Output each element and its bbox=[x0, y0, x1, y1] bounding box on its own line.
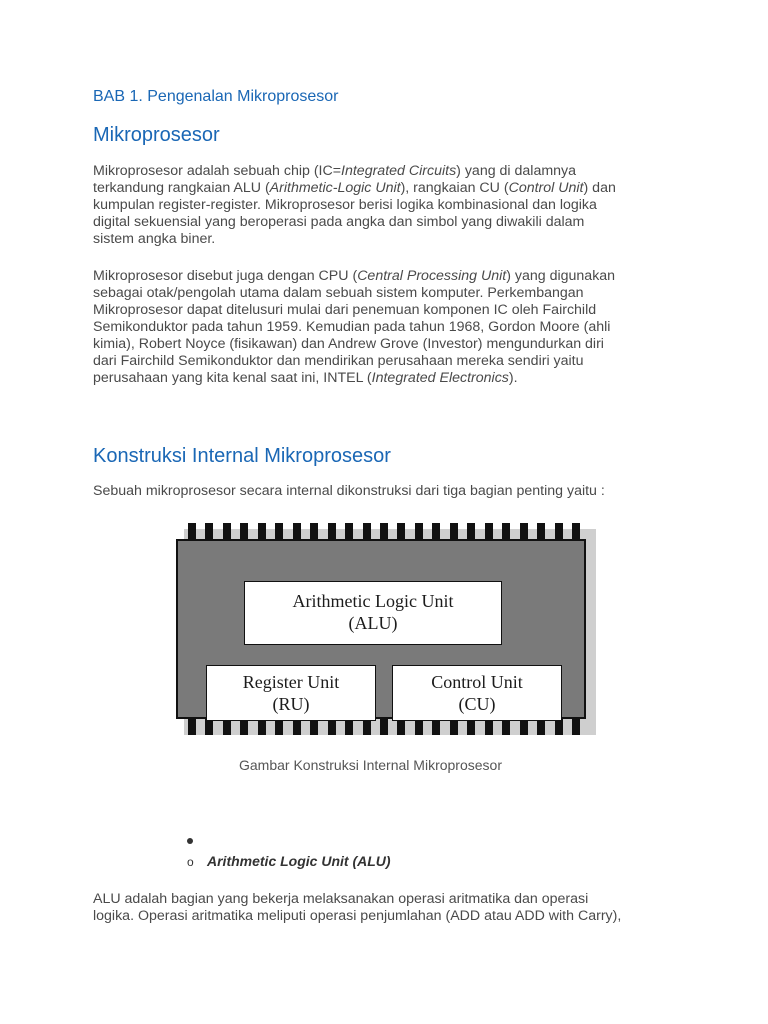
history-line bbox=[93, 336, 683, 353]
ru-label: Register Unit bbox=[242, 672, 340, 692]
ru-abbrev: (RU) bbox=[272, 694, 310, 714]
list-item-label: Arithmetic Logic Unit (ALU) bbox=[207, 853, 391, 869]
chapter-title: BAB 1. Pengenalan Mikroprosesor bbox=[93, 88, 339, 105]
text-run: ) dan bbox=[583, 180, 616, 196]
alu-label: Arithmetic Logic Unit bbox=[292, 591, 454, 611]
alu-abbrev: (ALU) bbox=[348, 613, 398, 633]
text-run: ). bbox=[508, 370, 518, 386]
text-run: kimia), Robert Noyce (fisikawan) dan Andrew Grove (Investor) mengundurkan diri bbox=[93, 336, 604, 352]
paragraph-intro: Sebuah mikroprosesor secara internal dikonstruksi dari tiga bagian penting yaitu : bbox=[93, 483, 605, 499]
text-run: ) yang digunakan bbox=[506, 268, 616, 284]
history-line bbox=[93, 319, 683, 336]
text-run: ) yang di dalamnya bbox=[456, 163, 577, 179]
italic-term: Arithmetic-Logic Unit bbox=[269, 180, 401, 196]
italic-term: Integrated Circuits bbox=[341, 163, 457, 179]
alu-box bbox=[244, 581, 502, 645]
text-run: dari Fairchild Semikonduktor dan mendirikan perusahaan mereka sendiri yaitu bbox=[93, 353, 584, 369]
italic-term: Integrated Electronics bbox=[371, 370, 509, 386]
history-line bbox=[93, 285, 683, 302]
alu-paragraph-line: ALU adalah bagian yang bekerja melaksanakan operasi aritmatika dan operasi bbox=[93, 891, 589, 907]
text-run: ), rangkaian CU ( bbox=[400, 180, 509, 196]
text-run: kumpulan register-register. Mikroprosesor berisi logika kombinasional dan logika bbox=[93, 197, 597, 213]
chip-pin bbox=[188, 717, 196, 735]
section-heading-konstruksi: Konstruksi Internal Mikroprosesor bbox=[93, 445, 391, 467]
cu-label: Control Unit bbox=[431, 672, 523, 692]
chip-body bbox=[176, 539, 586, 719]
definition-line bbox=[93, 197, 683, 214]
definition-line bbox=[93, 231, 683, 248]
chip-pin bbox=[380, 717, 388, 735]
text-run: sistem angka biner. bbox=[93, 231, 216, 247]
text-run: terkandung rangkaian ALU ( bbox=[93, 180, 270, 196]
text-run: Mikroprosesor dapat ditelusuri mulai dari penemuan komponen IC oleh Fairchild bbox=[93, 302, 597, 318]
history-line bbox=[93, 268, 683, 285]
definition-line bbox=[93, 180, 683, 197]
alu-paragraph-line: logika. Operasi aritmatika meliputi operasi penjumlahan (ADD atau ADD with Carry), bbox=[93, 908, 622, 924]
paragraph-definition bbox=[93, 163, 683, 248]
definition-line bbox=[93, 214, 683, 231]
text-run: sebagai otak/pengolah utama dalam sebuah sistem komputer. Perkembangan bbox=[93, 285, 584, 301]
definition-line bbox=[93, 163, 683, 180]
list-item-alu bbox=[187, 853, 391, 869]
microprocessor-diagram bbox=[176, 521, 596, 739]
paragraph-history bbox=[93, 268, 683, 387]
text-run: Mikroprosesor adalah sebuah chip (IC= bbox=[93, 163, 342, 179]
paragraph-alu bbox=[93, 891, 683, 925]
chip-pin bbox=[572, 717, 580, 735]
italic-term: Control Unit bbox=[508, 180, 584, 196]
circle-bullet-icon: o bbox=[187, 855, 194, 869]
bullet-icon bbox=[187, 838, 193, 844]
text-run: Mikroprosesor disebut juga dengan CPU ( bbox=[93, 268, 358, 284]
control-unit-box bbox=[392, 665, 562, 721]
history-line bbox=[93, 370, 683, 387]
text-run: digital sekuensial yang beroperasi pada angka dan simbol yang diwakili dalam bbox=[93, 214, 585, 230]
register-unit-box bbox=[206, 665, 376, 721]
text-run: Semikonduktor pada tahun 1959. Kemudian pada tahun 1968, Gordon Moore (ahli bbox=[93, 319, 611, 335]
italic-term: Central Processing Unit bbox=[357, 268, 507, 284]
text-run: perusahaan yang kita kenal saat ini, INTEL ( bbox=[93, 370, 372, 386]
figure-caption: Gambar Konstruksi Internal Mikroprosesor bbox=[239, 757, 502, 773]
history-line bbox=[93, 302, 683, 319]
cu-abbrev: (CU) bbox=[458, 694, 496, 714]
section-heading-mikroprosesor: Mikroprosesor bbox=[93, 124, 220, 146]
history-line bbox=[93, 353, 683, 370]
